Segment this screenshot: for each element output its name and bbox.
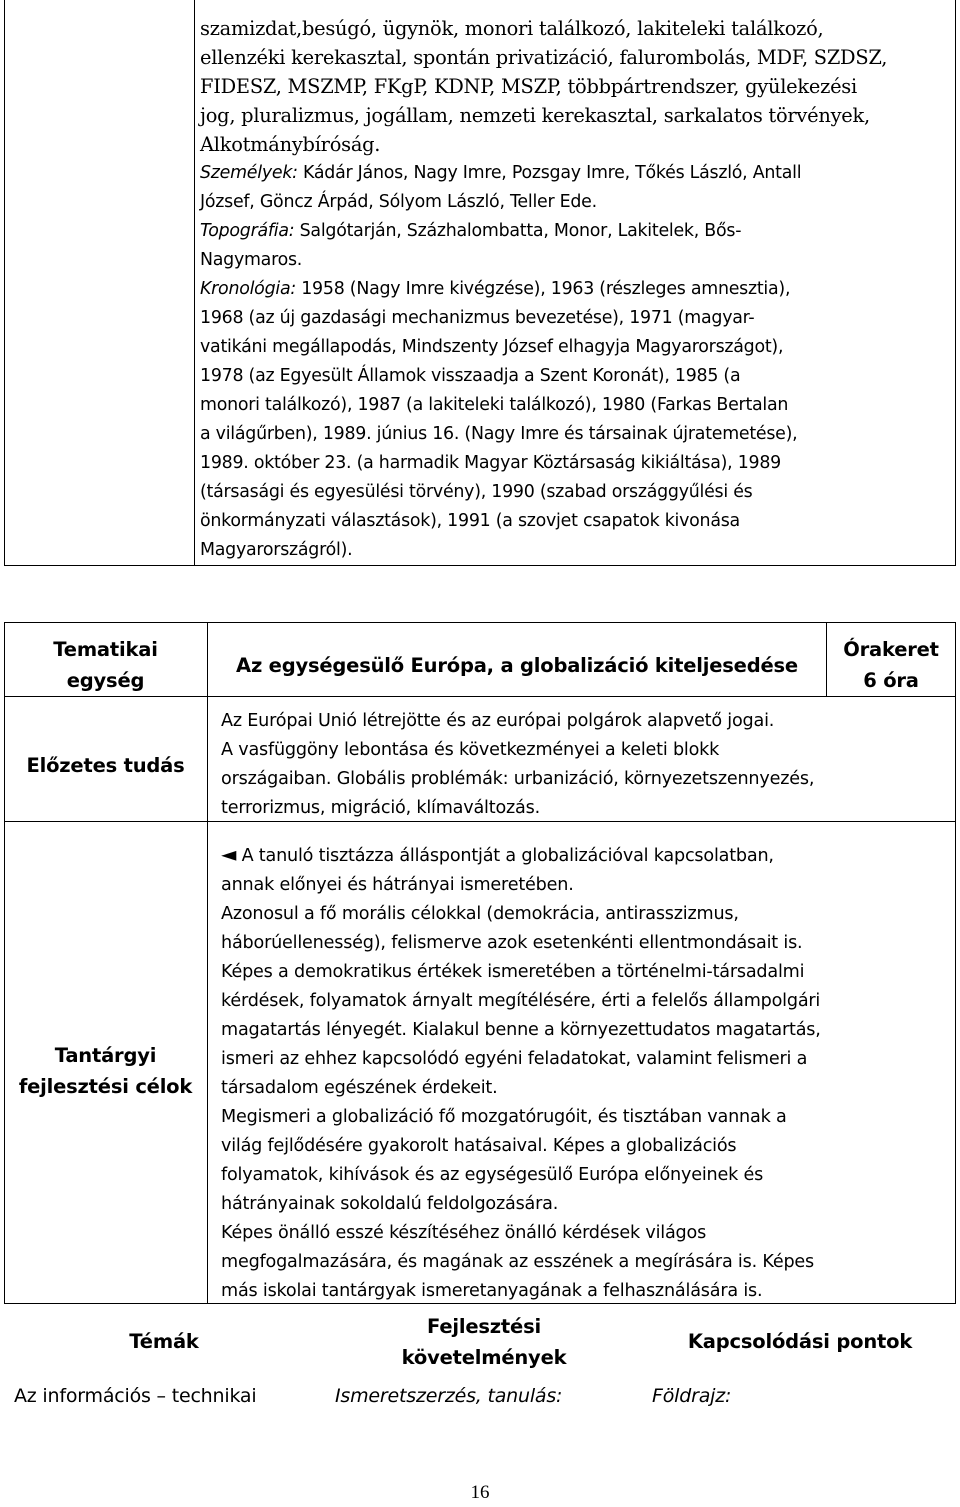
goals-line: más iskolai tantárgyak ismeretanyagának a felhasználására is.: [221, 1281, 763, 1301]
prior-knowledge-label: Előzetes tudás: [26, 754, 185, 777]
table-border-top: [4, 622, 956, 623]
topography-line: [200, 217, 945, 246]
chronology-label: Kronológia:: [200, 279, 296, 299]
chronology-line: 1989. október 23. (a harmadik Magyar Köztársaság kikiáltása), 1989: [200, 453, 781, 473]
goals-line: háborúellenesség), felismerve azok esetenkénti ellentmondásait is.: [221, 933, 803, 953]
goals-text: [221, 840, 951, 1306]
prior-knowledge-line: terrorizmus, migráció, klímaváltozás.: [221, 798, 540, 818]
thematic-unit-label-line: egység: [66, 669, 145, 692]
topic-cell: Az információs – technikai: [14, 1385, 257, 1407]
unit-table: [4, 622, 956, 1407]
chronology-line: önkormányzati választások), 1991 (a szovjet csapatok kivonása: [200, 511, 740, 531]
prior-knowledge-line: országaiban. Globális problémák: urbanizáció, környezetszennyezés,: [221, 769, 815, 789]
goals-line: hátrányainak sokoldalú feldolgozására.: [221, 1194, 559, 1214]
goals-line-text: A tanuló tisztázza álláspontját a globalizációval kapcsolatban,: [236, 846, 774, 866]
column-divider: [194, 0, 195, 565]
goals-line: Képes önálló esszé készítéséhez önálló kérdések világos: [221, 1223, 707, 1243]
connections-header: Kapcsolódási pontok: [687, 1330, 913, 1353]
hours-value: 6 óra: [863, 669, 919, 692]
concepts-line: szamizdat,besúgó, ügynök, monori találkozó, lakiteleki találkozó,: [200, 17, 824, 40]
goals-line: Képes a demokratikus értékek ismeretében a történelmi-társadalmi: [221, 962, 805, 982]
chronology-line: monori találkozó), 1987 (a lakiteleki találkozó), 1980 (Farkas Bertalan: [200, 395, 789, 415]
topics-header: Témák: [129, 1330, 199, 1353]
persons-text: Kádár János, Nagy Imre, Pozsgay Imre, Tőkés László, Antall: [297, 163, 802, 183]
persons-line: József, Göncz Árpád, Sólyom László, Teller Ede.: [200, 192, 597, 212]
row-divider: [4, 696, 956, 697]
chronology-line: a világűrben), 1989. június 16. (Nagy Imre és társainak újratemetése),: [200, 424, 798, 444]
left-arrow-icon: ◄: [221, 842, 237, 866]
prior-knowledge-line: Az Európai Unió létrejötte és az európai polgárok alapvető jogai.: [221, 711, 775, 731]
requirements-header-line: Fejlesztési: [427, 1315, 541, 1338]
goals-line: kérdések, folyamatok árnyalt megítélésére, érti a felelős állampolgári: [221, 991, 821, 1011]
concepts-line: FIDESZ, MSZMP, FKgP, KDNP, MSZP, többpártrendszer, gyülekezési: [200, 75, 857, 98]
hours-label: Órakeret: [843, 638, 939, 661]
chronology-line: vatikáni megállapodás, Mindszenty József elhagyja Magyarországot),: [200, 337, 784, 357]
concepts-line: Alkotmánybíróság.: [200, 133, 381, 156]
requirement-cell: Ismeretszerzés, tanulás:: [335, 1385, 563, 1407]
goals-line: annak előnyei és hátrányai ismeretében.: [221, 875, 574, 895]
hours-cell: [827, 634, 955, 696]
chronology-text: 1958 (Nagy Imre kivégzése), 1963 (részleges amnesztia),: [295, 279, 791, 299]
connection-cell: Földrajz:: [652, 1385, 732, 1407]
goals-line: világ fejlődésére gyakorolt hatásaival. Képes a globalizációs: [221, 1136, 737, 1156]
goals-label-line: Tantárgyi: [54, 1044, 157, 1067]
persons-label: Személyek:: [200, 163, 298, 183]
label-column-divider: [207, 622, 208, 1303]
goals-line: folyamatok, kihívások és az egységesülő Európa előnyeinek és: [221, 1165, 764, 1185]
unit-title: Az egységesülő Európa, a globalizáció kiteljesedése: [236, 654, 798, 677]
topography-label: Topográfia:: [200, 221, 295, 241]
table-border-left: [4, 622, 5, 1303]
prior-knowledge-text: [221, 707, 951, 823]
prior-knowledge-line: A vasfüggöny lebontása és következményei a keleti blokk: [221, 740, 720, 760]
goals-label-line: fejlesztési célok: [18, 1075, 193, 1098]
goals-line: Megismeri a globalizáció fő mozgatórugóit, és tisztában vannak a: [221, 1107, 787, 1127]
goals-line: [221, 840, 951, 871]
concepts-line: ellenzéki kerekasztal, spontán privatizáció, falurombolás, MDF, SZDSZ,: [200, 46, 888, 69]
concepts-cell: [200, 14, 945, 565]
chronology-line: 1978 (az Egyesült Államok visszaadja a Szent Koronát), 1985 (a: [200, 366, 741, 386]
table-border-right: [955, 622, 956, 1303]
chronology-line: [200, 275, 945, 304]
topography-line: Nagymaros.: [200, 250, 303, 270]
chronology-line: 1968 (az új gazdasági mechanizmus bevezetése), 1971 (magyar-: [200, 308, 755, 328]
goals-line: Azonosul a fő morális célokkal (demokrácia, antirasszizmus,: [221, 904, 739, 924]
requirements-header-line: követelmények: [401, 1346, 567, 1369]
thematic-unit-label: [4, 634, 207, 696]
concepts-line: jog, pluralizmus, jogállam, nemzeti kerekasztal, sarkalatos törvények,: [200, 104, 870, 127]
chronology-line: Magyarországról).: [200, 540, 353, 560]
goals-line: társadalom egészének érdekeit.: [221, 1078, 498, 1098]
requirements-header: [334, 1311, 634, 1373]
persons-line: [200, 159, 945, 188]
thematic-unit-label-line: Tematikai: [53, 638, 158, 661]
goals-line: megfogalmazására, és magának az esszének a megírására is. Képes: [221, 1252, 815, 1272]
page-number: 16: [470, 1482, 490, 1503]
chronology-line: (társasági és egyesülési törvény), 1990 (szabad országgyűlési és: [200, 482, 753, 502]
goals-line: ismeri az ehhez kapcsolódó egyéni feladatokat, valamint felismeri a: [221, 1049, 808, 1069]
goals-label: [4, 1040, 207, 1102]
topography-text: Salgótarján, Százhalombatta, Monor, Lakitelek, Bős-: [294, 221, 742, 241]
goals-line: magatartás lényegét. Kialakul benne a környezettudatos magatartás,: [221, 1020, 821, 1040]
